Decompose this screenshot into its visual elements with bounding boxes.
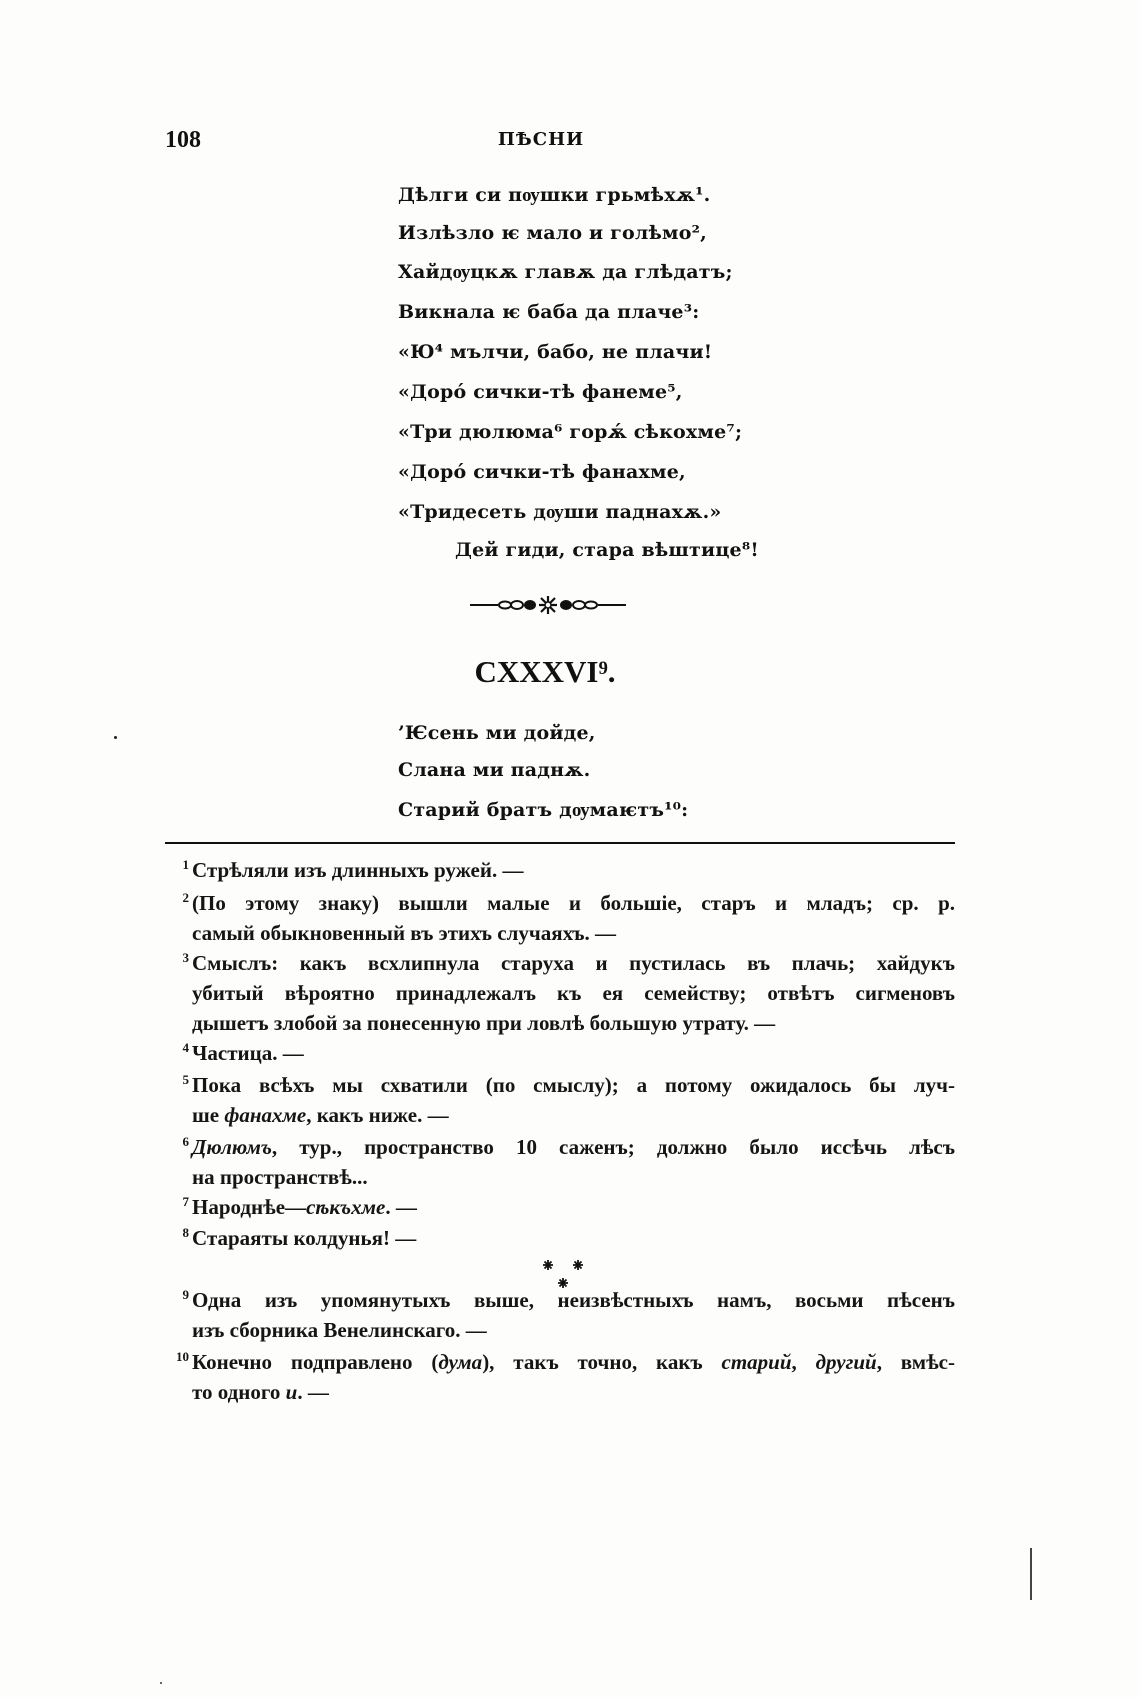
footnote-number: 8 <box>182 1225 189 1240</box>
footnote-text: Смыслъ: какъ всхлипнула старуха и пустилась въ плачь; хайдукъ <box>192 951 955 975</box>
footnote-text: ), такъ точно, какъ <box>482 1350 722 1374</box>
verse-line: «Три дюлюма⁶ горѫ́ сѣкохме⁷; <box>398 421 743 443</box>
footnote-text: , вмѣс- <box>876 1350 955 1374</box>
margin-speck <box>114 736 117 739</box>
footnote-text: убитый вѣроятно принадлежалъ къ ея семейству; отвѣтъ сигменовъ <box>192 981 955 1005</box>
footnote-text: . — <box>385 1195 417 1219</box>
footnote-line <box>192 1038 955 1068</box>
verse-line: Дѣлги си пѹшки грьмѣхѫ¹. <box>398 184 711 206</box>
footnote-3 <box>182 948 955 1038</box>
footnote-number: 9 <box>182 1287 189 1302</box>
footnote-9 <box>182 1285 955 1345</box>
footnote-6 <box>182 1132 955 1192</box>
verse-line: «Тридесеть дѹши паднахѫ.» <box>398 501 722 523</box>
footnote-5 <box>182 1070 955 1130</box>
scan-speck <box>160 1682 162 1684</box>
footnote-text: на пространствѣ... <box>192 1165 368 1189</box>
asterism-separator <box>540 1258 586 1292</box>
footnote-text: самый обыкновенный въ этихъ случаяхъ. — <box>192 921 617 945</box>
footnote-line <box>192 1132 955 1162</box>
footnote-text: . — <box>297 1380 329 1404</box>
footnote-text: Пока всѣхъ мы схватили (по смыслу); а потому ожидалось бы луч- <box>192 1073 955 1097</box>
footnote-italic-term: дума <box>438 1350 483 1374</box>
footnote-rule <box>165 842 955 844</box>
footnote-2 <box>182 888 955 948</box>
footnote-7 <box>182 1192 955 1222</box>
footnote-line <box>192 1162 955 1192</box>
footnote-line <box>192 1070 955 1100</box>
footnote-italic-term: старий <box>721 1350 792 1374</box>
footnote-text: Народнѣе— <box>192 1195 307 1219</box>
footnote-number: 10 <box>176 1349 189 1364</box>
verse-line: Старий братъ дѹмаѥтъ¹⁰: <box>398 799 689 821</box>
footnote-line <box>192 918 955 948</box>
footnote-text: то одного <box>192 1380 286 1404</box>
footnote-line <box>192 888 955 918</box>
footnote-text: , <box>791 1350 816 1374</box>
footnote-1 <box>182 855 955 885</box>
footnote-number: 5 <box>182 1072 189 1087</box>
footnote-line <box>192 1223 955 1253</box>
footnote-4 <box>182 1038 955 1068</box>
footnote-10 <box>176 1347 955 1407</box>
footnote-number: 1 <box>182 857 189 872</box>
page-number: 108 <box>165 127 201 153</box>
scan-edge-mark <box>1030 1548 1032 1600</box>
footnote-text: Частица. — <box>192 1041 304 1065</box>
footnote-line <box>192 855 955 885</box>
footnote-number: 7 <box>182 1194 189 1209</box>
footnote-text: Стараяты колдунья! — <box>192 1226 417 1250</box>
footnote-italic-term: и <box>285 1380 298 1404</box>
footnote-italic-term: фанахме <box>224 1103 307 1127</box>
verse-line: Хайдѹцкѫ главѫ да глѣдатъ; <box>398 261 733 283</box>
footnote-text: Одна изъ упомянутыхъ выше, неизвѣстныхъ намъ, восьми пѣсенъ <box>192 1288 955 1312</box>
footnote-line <box>192 1347 955 1377</box>
verse-line: «Доро́ сички-тѣ фанахме, <box>398 461 686 483</box>
footnote-number: 4 <box>182 1040 189 1055</box>
footnote-line <box>192 1377 955 1407</box>
footnote-text: Конечно подправлено ( <box>192 1350 439 1374</box>
footnote-number: 3 <box>182 950 189 965</box>
footnote-italic-term: другий <box>815 1350 877 1374</box>
verse-line: Излѣзло ѥ мало и голѣмо², <box>398 222 707 244</box>
verse-line: Слана ми паднѫ. <box>398 759 591 781</box>
song-number-heading: CXXXVI⁹. <box>474 654 616 689</box>
footnote-italic-term: сѣкъхме <box>306 1195 386 1219</box>
footnote-text: изъ сборника Венелинскаго. — <box>192 1318 487 1342</box>
running-title: ПѢСНИ <box>497 129 585 150</box>
verse-line: «Ю⁴ мълчи, бабо, не плачи! <box>398 341 713 363</box>
footnote-text: , тур., пространство 10 саженъ; должно было иссѣчь лѣсъ <box>271 1135 955 1159</box>
footnote-line <box>192 1008 955 1038</box>
ornament-divider <box>468 594 628 616</box>
footnote-line <box>192 948 955 978</box>
footnote-text: дышетъ злобой за понесенную при ловлѣ большую утрату. — <box>192 1011 776 1035</box>
footnote-text: Стрѣляли изъ длинныхъ ружей. — <box>192 858 524 882</box>
verse-line: Викнала ѥ баба да плаче³: <box>398 301 700 323</box>
footnote-number: 6 <box>182 1134 189 1149</box>
footnote-number: 2 <box>182 890 189 905</box>
verse-line-refrain: Дей гиди, стара вѣштице⁸! <box>455 539 759 561</box>
footnote-text: , какъ ниже. — <box>306 1103 449 1127</box>
footnote-italic-term: Дюлюмъ <box>192 1135 272 1159</box>
verse-line: «Доро́ сички-тѣ фанеме⁵, <box>398 381 683 403</box>
footnote-line <box>192 1192 955 1222</box>
footnote-line <box>192 1315 955 1345</box>
footnote-line <box>192 978 955 1008</box>
footnote-line <box>192 1100 955 1130</box>
footnote-text: ше <box>192 1103 225 1127</box>
footnote-8 <box>182 1223 955 1253</box>
footnote-text: (По этому знаку) вышли малые и большіе, старъ и младъ; ср. р. <box>192 891 955 915</box>
verse-line: ’Ѥсень ми дойде, <box>398 722 596 744</box>
